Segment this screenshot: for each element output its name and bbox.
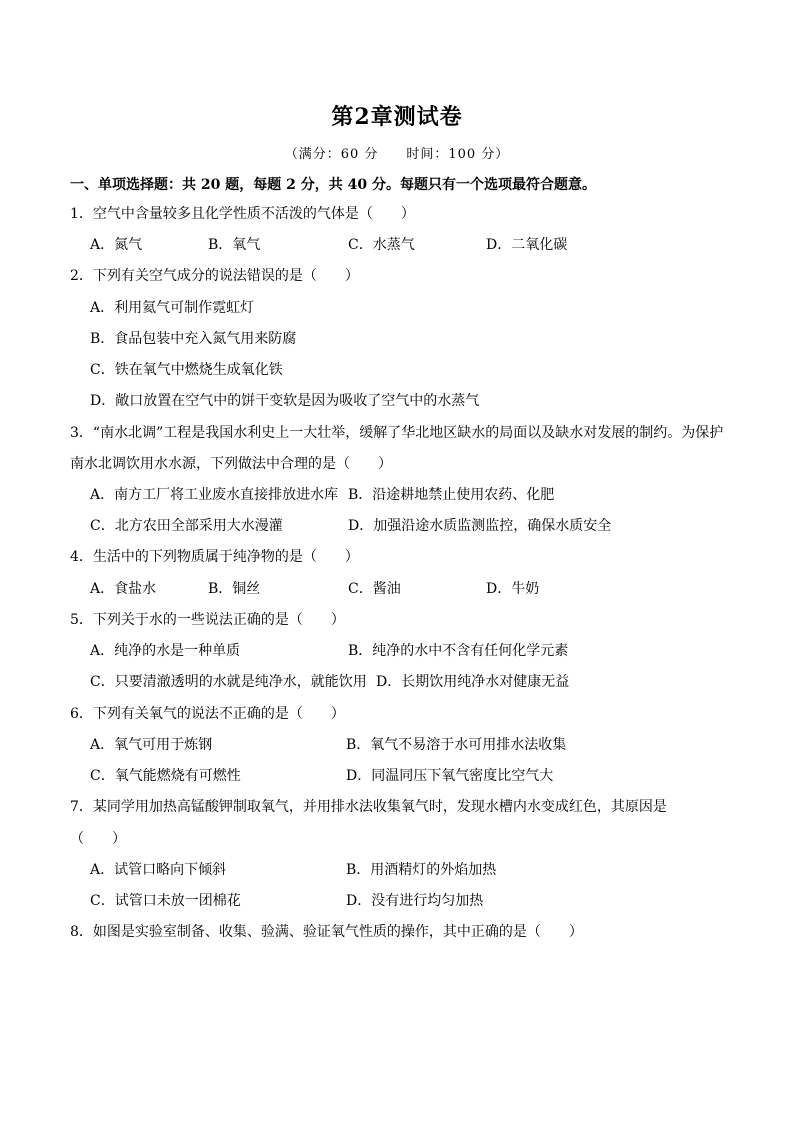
- question-8-stem: 8．如图是实验室制备、收集、验满、验证氧气性质的操作，其中正确的是（ ）: [70, 924, 583, 940]
- question-1-stem: 1．空气中含量较多且化学性质不活泼的气体是（ ）: [70, 206, 415, 222]
- question-3-option-a: A．南方工厂将工业废水直接排放进水库: [90, 487, 339, 503]
- question-3-option-d: D．加强沿途水质监测监控，确保水质安全: [348, 518, 612, 534]
- question-7-stem-line2: （ ）: [70, 831, 126, 847]
- question-5-option-b: B．纯净的水中不含有任何化学元素: [348, 643, 569, 659]
- page-subtitle: （满分：60 分 时间：100 分）: [284, 147, 510, 162]
- question-7-option-b: B．用酒精灯的外焰加热: [346, 862, 497, 878]
- question-4-option-d: D．牛奶: [486, 581, 540, 597]
- question-7-stem-line1: 7．某同学用加热高锰酸钾制取氧气，并用排水法收集氧气时，发现水槽内水变成红色，其原因是: [70, 799, 667, 815]
- question-3-option-b: B．沿途耕地禁止使用农药、化肥: [348, 487, 555, 503]
- question-6-option-a: A．氧气可用于炼钢: [90, 737, 213, 753]
- question-1-option-a: A．氮气: [90, 237, 143, 253]
- question-3-stem-line1: 3．“南水北调”工程是我国水利史上一大壮举，缓解了华北地区缺水的局面以及缺水对发展的制约。为保护: [70, 425, 724, 441]
- question-7-option-d: D．没有进行均匀加热: [346, 893, 484, 909]
- question-1-option-b: B．氧气: [208, 237, 261, 253]
- question-1-option-c: C．水蒸气: [348, 237, 415, 253]
- question-2-stem: 2．下列有关空气成分的说法错误的是（ ）: [70, 268, 359, 284]
- question-5-stem: 5．下列关于水的一些说法正确的是（ ）: [70, 612, 345, 628]
- question-7-option-c: C．试管口未放一团棉花: [90, 893, 241, 909]
- question-6-option-d: D．同温同压下氧气密度比空气大: [346, 768, 554, 784]
- question-2-option-c: C．铁在氧气中燃烧生成氧化铁: [90, 362, 283, 378]
- question-3-stem-line2: 南水北调饮用水水源，下列做法中合理的是（ ）: [70, 456, 392, 472]
- question-4-option-b: B．铜丝: [208, 581, 261, 597]
- question-7-option-a: A．试管口略向下倾斜: [90, 862, 227, 878]
- question-4-option-c: C．酱油: [348, 581, 401, 597]
- question-5-option-d: D．长期饮用纯净水对健康无益: [376, 674, 570, 690]
- question-2-option-a: A．利用氦气可制作霓虹灯: [90, 300, 255, 316]
- question-6-option-b: B．氧气不易溶于水可用排水法收集: [346, 737, 567, 753]
- question-5-option-c: C．只要清澈透明的水就是纯净水，就能饮用: [90, 674, 367, 690]
- question-2-option-b: B．食品包装中充入氮气用来防腐: [90, 331, 297, 347]
- question-4-option-a: A．食盐水: [90, 581, 157, 597]
- question-6-stem: 6．下列有关氧气的说法不正确的是（ ）: [70, 706, 345, 722]
- question-2-option-d: D．敞口放置在空气中的饼干变软是因为吸收了空气中的水蒸气: [90, 393, 480, 409]
- section-heading: 一、单项选择题：共 20 题，每题 2 分，共 40 分。每题只有一个选项最符合题意。: [70, 177, 596, 193]
- question-5-option-a: A．纯净的水是一种单质: [90, 643, 241, 659]
- page-title: 第2章测试卷: [331, 104, 463, 130]
- question-4-stem: 4．生活中的下列物质属于纯净物的是（ ）: [70, 549, 359, 565]
- question-6-option-c: C．氧气能燃烧有可燃性: [90, 768, 241, 784]
- question-3-option-c: C．北方农田全部采用大水漫灌: [90, 518, 283, 534]
- question-1-option-d: D．二氧化碳: [486, 237, 568, 253]
